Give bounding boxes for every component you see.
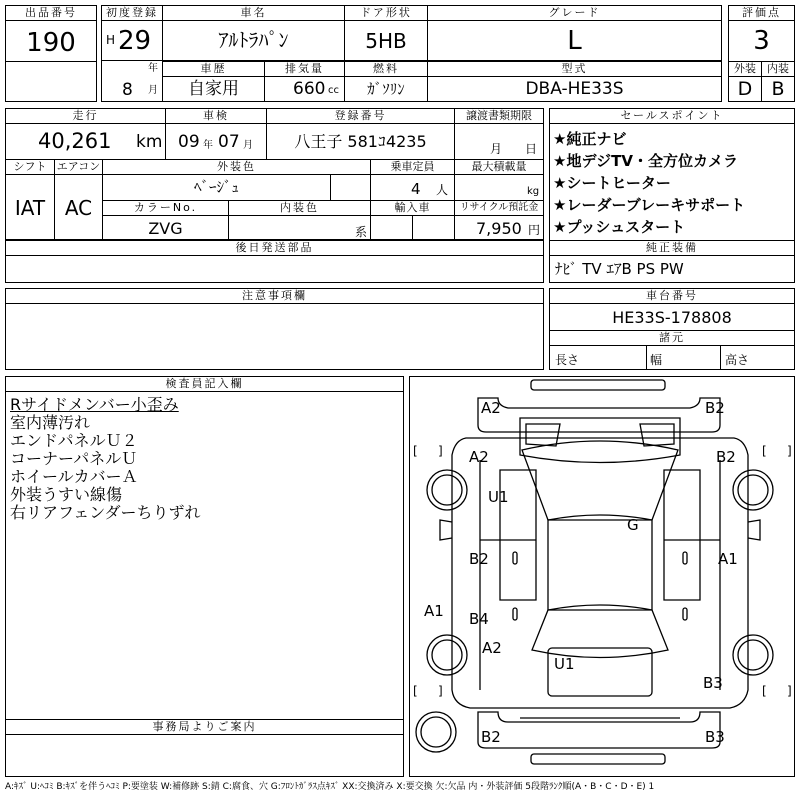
damage-label: B2 [481,728,501,746]
spec-length-label: 長さ [555,353,580,367]
year-unit: 年 [148,63,158,74]
plate-header: 登録番号 [266,108,455,124]
mileage-unit: km [136,132,163,152]
mileage: 40,261 [38,129,112,153]
score: 3 [753,26,770,56]
damage-label: B3 [705,728,725,746]
svg-text:]: ] [438,444,443,458]
inspector-note: ホイールカバーＡ [10,467,138,486]
chassis-header: 車台番号 [549,288,795,304]
car-diagram-box [409,376,795,777]
damage-label: A1 [718,550,738,568]
import-header: 輸入車 [370,200,455,216]
transfer-deadline-header: 譲渡書類期限 [454,108,544,124]
inspection-month: 07 [218,132,240,152]
import-cell-right [412,215,455,240]
office-header: 事務局よりご案内 [5,719,404,735]
aircon: AC [64,196,93,220]
capacity: 4 [411,180,421,198]
svg-text:[: [ [762,444,767,458]
specs-header: 諸元 [549,330,795,346]
deadline-day-unit: 日 [525,142,538,156]
sales-point-item: ★地デジTV・全方位カメラ [553,152,738,170]
recycle-fee: 7,950 [476,219,522,238]
genuine-equipment-header: 純正装備 [549,240,795,256]
inspection-year: 09 [178,132,200,152]
ext-color-header: 外装色 [102,159,371,175]
shift-header: シフト [5,159,55,175]
inspector-note: 右リアフェンダーちりずれ [10,503,201,522]
interior-grade: B [771,78,785,100]
registration-month: 8 [122,80,133,100]
int-color-unit: 系 [355,225,368,239]
inspection-year-unit: 年 [203,140,213,151]
spec-width-label: 幅 [650,353,663,367]
aircon-header: エアコン [54,159,103,175]
load-unit: kg [527,186,540,197]
exterior-grade: D [737,78,753,100]
svg-text:]: ] [787,444,792,458]
inspection-header: 車検 [165,108,267,124]
displacement-unit: cc [328,85,339,96]
plate-number: 八王子 581ｺ4235 [294,132,427,151]
damage-label: B2 [705,399,725,417]
door-type-header: ドア形状 [344,5,428,21]
damage-label: A2 [481,399,501,417]
registration-year: 29 [118,26,152,56]
ext-color: ﾍﾞｰｼﾞｭ [193,178,239,196]
inspector-note: 室内薄汚れ [10,413,91,432]
inspector-header: 検査員記入欄 [5,376,404,392]
svg-text:]: ] [787,684,792,698]
displacement-header: 排気量 [264,61,345,77]
capacity-header: 乗車定員 [370,159,455,175]
month-unit: 月 [148,85,158,96]
damage-label: A2 [482,639,502,657]
fuel-header: 燃料 [344,61,428,77]
damage-label: G [627,516,639,534]
inspector-note: 外装うすい線傷 [10,485,123,504]
sales-points-header: セールスポイント [549,108,795,124]
fuel: ｶﾞｿﾘﾝ [367,80,405,98]
damage-label: U1 [554,655,575,673]
car-name: ｱﾙﾄﾗﾊﾟﾝ [218,28,289,52]
lot-number-header: 出品番号 [5,5,97,21]
int-color-header: 内装色 [228,200,371,216]
car-name-header: 車名 [162,5,345,21]
inspector-note: コーナーパネルＵ [10,449,138,468]
damage-label: A1 [424,602,444,620]
door-type: 5HB [365,29,407,53]
legend: A:ｷｽﾞ U:ﾍｺﾐ B:ｷｽﾞを伴うﾍｺﾐ P:要塗装 W:補修跡 S:錆 C:腐食、穴 G:ﾌﾛﾝﾄｶﾞﾗｽ点ｷｽﾞ XX:交換済み X:要交換 欠:欠品 内・外装評価 5段階ﾗﾝｸ順(A・B・C・D・E) 1 [5,782,655,792]
max-load-header: 最大積載量 [454,159,544,175]
recycle-unit: 円 [528,223,541,237]
genuine-equipment: ﾅﾋﾞ TV ｴｱB PS PW [555,260,684,278]
sales-point-item: ★プッシュスタート [553,218,686,236]
lot-number: 190 [26,28,76,58]
color-no: ZVG [148,219,183,238]
svg-text:[: [ [413,684,418,698]
spec-height-label: 高さ [725,353,750,367]
history-header: 車歴 [162,61,265,77]
history: 自家用 [188,79,239,99]
shift: IAT [14,196,46,220]
model-code-header: 型式 [427,61,722,77]
svg-text:[: [ [413,444,418,458]
damage-label: B2 [469,550,489,568]
grade: L [567,26,582,56]
damage-label: B3 [703,674,723,692]
color-no-header: カラーNo. [102,200,229,216]
later-parts-header: 後日発送部品 [5,240,544,256]
recycle-header: リサイクル預託金 [454,200,544,216]
sales-point-item: ★純正ナビ [553,130,627,148]
interior-grade-header: 内装 [761,61,795,77]
first-registration-header: 初度登録 [101,5,163,21]
svg-text:[: [ [762,684,767,698]
displacement: 660 [293,79,326,99]
deadline-month-unit: 月 [490,142,503,156]
import-cell-left [370,215,413,240]
svg-text:]: ] [438,684,443,698]
int-color-cell [228,215,371,240]
exterior-grade-header: 外装 [728,61,762,77]
inspector-note: Rサイドメンバー小歪み [10,395,179,414]
lot-number-sub-box [5,61,97,102]
mileage-header: 走行 [5,108,166,124]
model-code: DBA-HE33S [525,79,624,99]
damage-label: B2 [716,448,736,466]
sales-point-item: ★レーダーブレーキサポート [553,196,746,214]
score-header: 評価点 [728,5,795,21]
inspector-note: エンドパネルＵ２ [10,431,138,450]
damage-label: B4 [469,610,489,628]
capacity-unit: 人 [436,183,449,197]
grade-header: グレード [427,5,722,21]
sales-point-item: ★シートヒーター [553,174,671,192]
ext-color-sub-cell [330,174,371,201]
era-letter: H [106,33,116,47]
damage-label: A2 [469,448,489,466]
inspection-month-unit: 月 [243,140,253,151]
chassis-number: HE33S-178808 [612,308,732,327]
notes-header: 注意事項欄 [5,288,544,304]
damage-label: U1 [488,488,509,506]
